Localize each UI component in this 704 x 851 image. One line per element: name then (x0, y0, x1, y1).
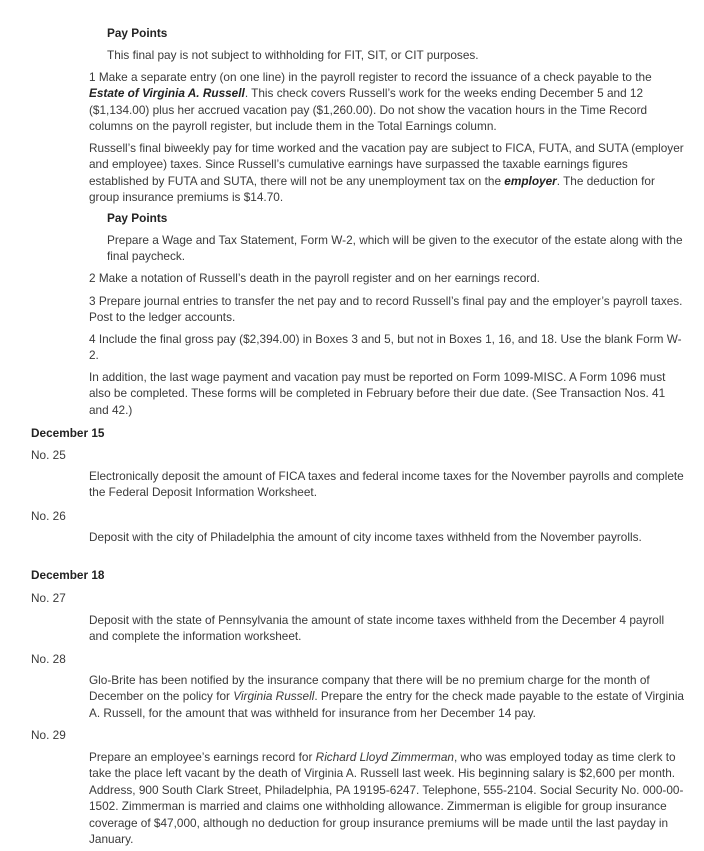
transaction-27-text: Deposit with the state of Pennsylvania the amount of state income taxes withheld from the December 4 payroll and complete the information worksheet. (89, 613, 665, 644)
transaction-number-29: No. 29 (31, 728, 66, 742)
instruction-1-post: . This check covers Russell’s work for the weeks ending December 5 and 12 ($1,134.00) plus her accrued vacation pay ($1,260.00). Do not show the vacation hours in the Time Record columns on the payroll register, but include them in the Total Earnings column. (89, 86, 648, 134)
date-heading-dec-15: December 15 (31, 426, 105, 440)
pay-points-heading: Pay Points (107, 211, 168, 225)
pay-points-text: This final pay is not subject to withholding for FIT, SIT, or CIT purposes. (107, 48, 479, 62)
instruction-1-para-2-post: . The deduction for group insurance premiums is $14.70. (89, 173, 655, 205)
transaction-26-text: Deposit with the city of Philadelphia the amount of city income taxes withheld from the November payrolls. (89, 530, 642, 544)
estate-name: Estate of Virginia A. Russell (89, 86, 245, 101)
instruction-3: 3 Prepare journal entries to transfer the net pay and to record Russell’s final pay and the employer’s payroll taxes. Post to the ledger accounts. (89, 294, 683, 325)
transaction-28-pre: Glo-Brite has been notified by the insurance company that there will be no premium charge for the month of December on the policy for (89, 673, 650, 704)
policy-holder-name: Virginia Russell (233, 689, 315, 704)
transaction-number-25: No. 25 (31, 448, 66, 462)
instruction-4: 4 Include the final gross pay ($2,394.00) in Boxes 3 and 5, but not in Boxes 1, 16, and 18. Use the blank Form W-2. (89, 332, 682, 363)
transaction-28-post: . Prepare the entry for the check made payable to the estate of Virginia A. Russell, for the amount that was withheld for insurance from her December 14 pay. (89, 689, 684, 720)
transaction-29-text (89, 749, 684, 847)
transaction-29-post: , who was employed today as time clerk to take the place left vacant by the death of Virginia A. Russell last week. His beginning salary is $2,600 per month. Address, 900 South Clark Street, Philadelphia, PA 19195-6247. Telephone, 555-2104. Social Security No. 000-00-1502. Zimmerman is married and claims one withholding allowance. Zimmerman is eligible for group insurance coverage of $47,000, although no deduction for group insurance premiums will be made until the last payday in January. (89, 750, 684, 847)
transaction-25-text: Electronically deposit the amount of FICA taxes and federal income taxes for the November payrolls and complete the Federal Deposit Information Worksheet. (89, 469, 684, 500)
pay-points-heading: Pay Points (107, 26, 168, 40)
pay-points-text: Prepare a Wage and Tax Statement, Form W-2, which will be given to the executor of the estate along with the final paycheck. (107, 233, 683, 264)
transaction-number-26: No. 26 (31, 509, 66, 523)
transaction-28-text (89, 672, 684, 721)
transaction-number-27: No. 27 (31, 591, 66, 605)
instruction-4-para-2: In addition, the last wage payment and vacation pay must be reported on Form 1099-MISC. A Form 1096 must also be completed. These forms will be completed in February before their due date. (See Transaction Nos. 41 and 42.) (89, 370, 666, 417)
transaction-number-28: No. 28 (31, 652, 66, 666)
instruction-1-para-2-pre: Russell’s final biweekly pay for time worked and the vacation pay are subject to FICA, FUTA, and SUTA (employer and employee) taxes. Since Russell’s cumulative earnings have surpassed the taxable earnings figures established by FUTA and SUTA, there will not be any unemployment tax on the (89, 141, 684, 188)
employee-name: Richard Lloyd Zimmerman (315, 750, 454, 764)
instruction-1-para-2 (89, 140, 684, 206)
instruction-1 (89, 69, 684, 135)
employer-emphasis: employer (504, 173, 557, 188)
instruction-2: 2 Make a notation of Russell’s death in the payroll register and on her earnings record. (89, 271, 540, 285)
transaction-29-pre: Prepare an employee’s earnings record for (89, 750, 316, 764)
date-heading-dec-18: December 18 (31, 568, 105, 582)
instruction-1-pre: 1 Make a separate entry (on one line) in the payroll register to record the issuance of a check payable to the (89, 70, 652, 84)
